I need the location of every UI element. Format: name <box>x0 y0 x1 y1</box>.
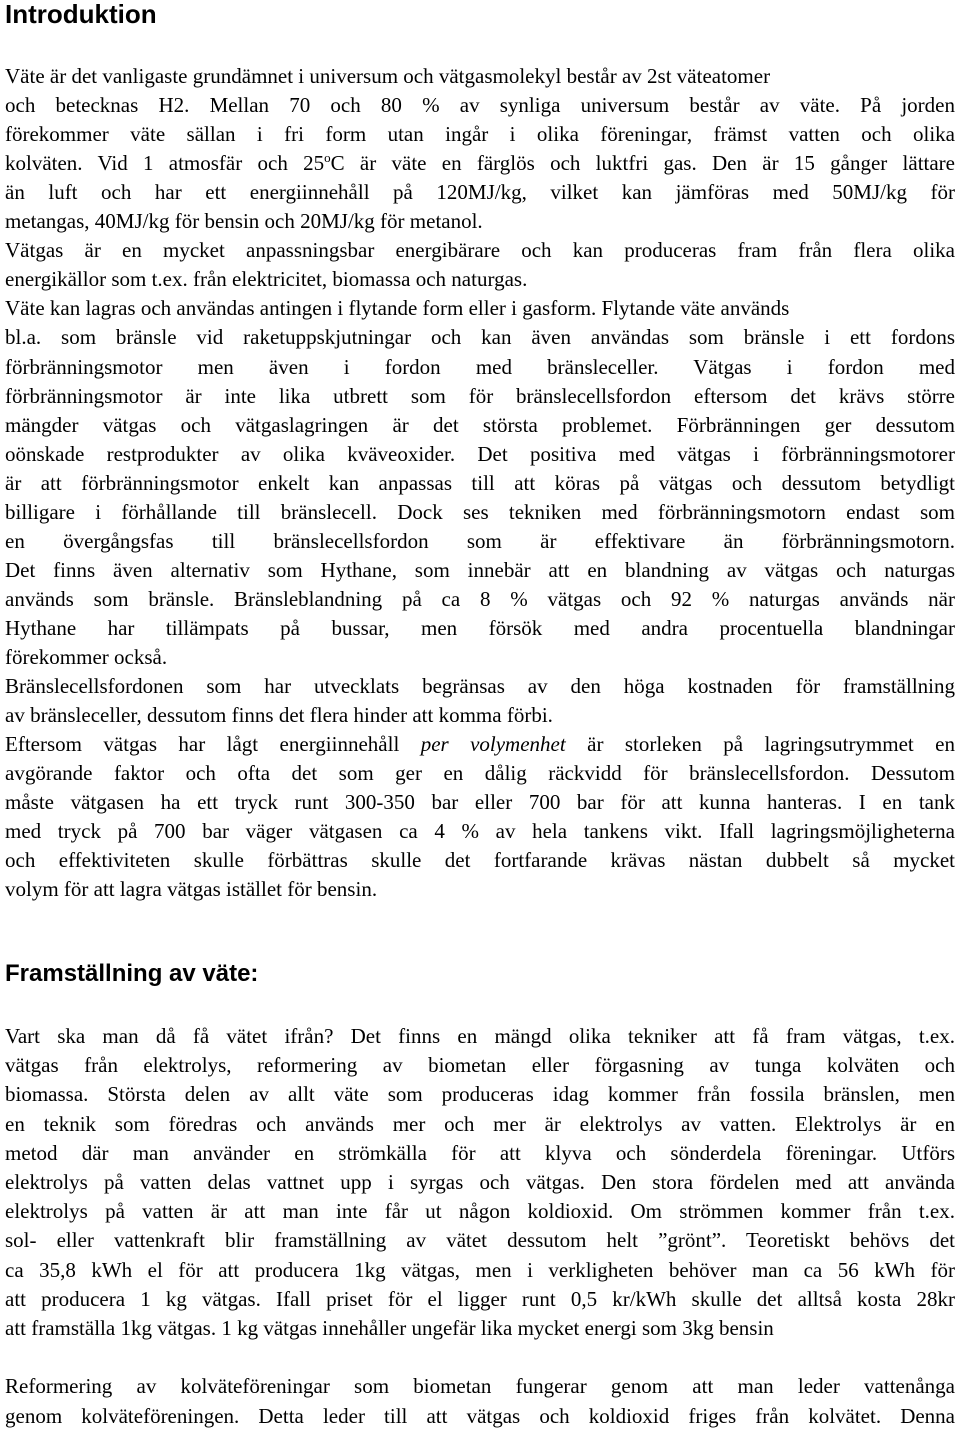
text-segment: att framställa 1kg vätgas. 1 kg vätgas innehåller ungefär lika mycket energi som 3kg bensin <box>5 1316 774 1340</box>
paragraph-line <box>5 1402 955 1431</box>
text-segment: genom kolväteföreningen. Detta leder till att vätgas och koldioxid friges från kolvätet. Denna <box>5 1403 955 1428</box>
text-segment: av bränsleceller, dessutom finns det flera hinder att komma förbi. <box>5 703 553 728</box>
text-segment: och effektiviteten skulle förbättras skulle det fortfarande krävas nästan dubbelt så mycket <box>5 848 955 873</box>
paragraph-line <box>5 1168 955 1197</box>
paragraph-line <box>5 323 955 352</box>
paragraph-line <box>5 1197 955 1226</box>
paragraph-line <box>5 556 955 585</box>
paragraph-line <box>5 178 955 207</box>
paragraph-line <box>5 1226 955 1255</box>
text-segment: Väte kan lagras och användas antingen i flytande form eller i gasform. Flytande väte används <box>5 296 790 321</box>
text-segment: billigare i förhållande till bränslecell. Dock ses tekniken med förbränningsmotorn endast som <box>5 499 955 524</box>
paragraph-line <box>5 120 955 149</box>
paragraph-line <box>5 469 955 498</box>
text-segment: förbränningsmotor är inte lika utbrett som för bränslecellsfordon eftersom det krävs större <box>5 383 955 408</box>
paragraph-line <box>5 788 955 817</box>
text-segment: bl.a. som bränsle vid raketuppskjutningar och kan även användas som bränsle i ett fordons <box>5 325 955 350</box>
text-segment: energikällor som t.ex. från elektricitet, biomassa och naturgas. <box>5 267 528 292</box>
paragraph-line <box>5 1080 955 1109</box>
paragraph-line <box>5 498 955 527</box>
paragraph-line <box>5 759 955 788</box>
paragraph-line <box>5 91 955 120</box>
paragraph-line <box>5 353 955 382</box>
paragraph-line <box>5 1139 955 1168</box>
text-segment: Vart ska man då få vätet ifrån? Det finns en mängd olika tekniker att få fram vätgas, t.ex. <box>5 1024 955 1048</box>
text-segment: volym för att lagra vätgas istället för bensin. <box>5 877 378 902</box>
paragraph-line <box>5 411 955 440</box>
text-segment: Eftersom vätgas har lågt energiinnehåll <box>5 732 421 757</box>
text-segment: ca 35,8 kWh el för att producera 1kg vätgas, men i verkligheten behöver man ca 56 kWh för <box>5 1257 955 1282</box>
text-segment: metangas, 40MJ/kg för bensin och 20MJ/kg för metanol. <box>5 209 483 234</box>
text-segment: att producera 1 kg vätgas. Ifall priset för el ligger runt 0,5 kr/kWh skulle det alltså kosta 28kr <box>5 1286 955 1311</box>
text-segment: Väte är det vanligaste grundämnet i universum och vätgasmolekyl består av 2st väteatomer <box>5 64 771 88</box>
text-segment: elektrolys på vatten delas vattnet upp i syrgas och vätgas. Den stora fördelen med att använda <box>5 1170 955 1194</box>
paragraph-line <box>5 1372 955 1401</box>
paragraph-line <box>5 846 955 875</box>
section-heading-framstallning: Framställning av väte: <box>5 960 259 987</box>
text-segment: metod där man använder en strömkälla för att klyva och sönderdela föreningar. Utförs <box>5 1140 955 1165</box>
paragraph-line <box>5 817 955 846</box>
paragraph-line <box>5 730 955 759</box>
text-segment: förbränningsmotor men även i fordon med bränsleceller. Vätgas i fordon med <box>5 354 955 379</box>
text-segment: kolväten. Vid 1 atmosfär och 25 <box>5 151 325 176</box>
paragraph-line <box>5 1256 955 1285</box>
text-segment: avgörande faktor och ofta det som ger en dålig räckvidd för bränslecellsfordon. Dessutom <box>5 761 955 786</box>
text-segment: måste vätgasen ha ett tryck runt 300-350 bar eller 700 bar för att kunna hanteras. I en tank <box>5 790 955 815</box>
text-segment: mängder vätgas och vätgaslagringen är det största problemet. Förbränningen ger dessutom <box>5 412 955 437</box>
paragraph-line <box>5 440 955 469</box>
text-segment: oönskade restprodukter av olika kväveoxider. Det positiva med vätgas i förbränningsmotorer <box>5 441 955 466</box>
paragraph-line <box>5 701 955 730</box>
text-segment: förekommer väte sällan i fri form utan ingår i olika föreningar, främst vatten och olika <box>5 122 955 147</box>
text-segment: C är väte en färglös och luktfri gas. Den är 15 gånger lättare <box>330 151 955 176</box>
paragraph-line <box>5 149 955 178</box>
text-segment: än luft och har ett energiinnehåll på 120MJ/kg, vilket kan jämföras med 50MJ/kg för <box>5 180 955 205</box>
paragraph-line <box>5 1110 955 1139</box>
text-segment: en teknik som föredras och används mer och mer är elektrolys av vatten. Elektrolys är en <box>5 1111 955 1136</box>
paragraph-line <box>5 62 955 91</box>
paragraph-line <box>5 382 955 411</box>
italic-text: per volymenhet <box>420 732 566 757</box>
paragraph-line <box>5 236 955 265</box>
paragraph-line <box>5 585 955 614</box>
text-segment: förekommer också. <box>5 645 168 669</box>
paragraph-line <box>5 875 955 904</box>
paragraph-line <box>5 1285 955 1314</box>
text-segment: är att förbränningsmotor enkelt kan anpassas till att köras på vätgas och dessutom betydligt <box>5 470 955 495</box>
superscript-text: o <box>324 150 331 166</box>
text-segment: med tryck på 700 bar väger vätgasen ca 4 % av hela tankens vikt. Ifall lagringsmöjligheterna <box>5 819 955 844</box>
paragraph-line <box>5 643 955 672</box>
paragraph-line <box>5 614 955 643</box>
paragraph-line <box>5 265 955 294</box>
text-segment: och betecknas H2. Mellan 70 och 80 % av synliga universum består av väte. På jorden <box>5 93 955 118</box>
section-heading-introduktion: Introduktion <box>5 0 157 29</box>
text-segment: är storleken på lagringsutrymmet en <box>565 732 955 757</box>
text-segment: Vätgas är en mycket anpassningsbar energibärare och kan produceras fram från flera olika <box>5 238 955 263</box>
text-segment: Bränslecellsfordonen som har utvecklats begränsas av den höga kostnaden för framställning <box>5 674 955 699</box>
text-segment: sol- eller vattenkraft blir framställning av vätet dessutom helt ”grönt”. Teoretiskt behövs det <box>5 1228 955 1253</box>
text-segment: vätgas från elektrolys, reformering av biometan eller förgasning av tunga kolväten och <box>5 1053 955 1078</box>
text-segment: Det finns även alternativ som Hythane, som innebär att en blandning av vätgas och naturgas <box>5 557 955 582</box>
paragraph-line <box>5 1022 955 1051</box>
text-segment: biomassa. Största delen av allt väte som produceras idag kommer från fossila bränslen, men <box>5 1082 955 1107</box>
text-segment: en övergångsfas till bränslecellsfordon som är effektivare än förbränningsmotorn. <box>5 528 955 553</box>
paragraph-line <box>5 672 955 701</box>
paragraph-line <box>5 294 955 323</box>
text-segment: Reformering av kolväteföreningar som biometan fungerar genom att man leder vattenånga <box>5 1374 955 1399</box>
text-segment: används som bränsle. Bränsleblandning på ca 8 % vätgas och 92 % naturgas används när <box>5 586 955 611</box>
paragraph-line <box>5 207 955 236</box>
paragraph-line <box>5 1314 955 1343</box>
text-segment: elektrolys på vatten är att man inte får ut någon koldioxid. Om strömmen kommer från t.ex. <box>5 1199 955 1224</box>
paragraph-line <box>5 527 955 556</box>
text-segment: Hythane har tillämpats på bussar, men försök med andra procentuella blandningar <box>5 615 955 640</box>
paragraph-line <box>5 1051 955 1080</box>
